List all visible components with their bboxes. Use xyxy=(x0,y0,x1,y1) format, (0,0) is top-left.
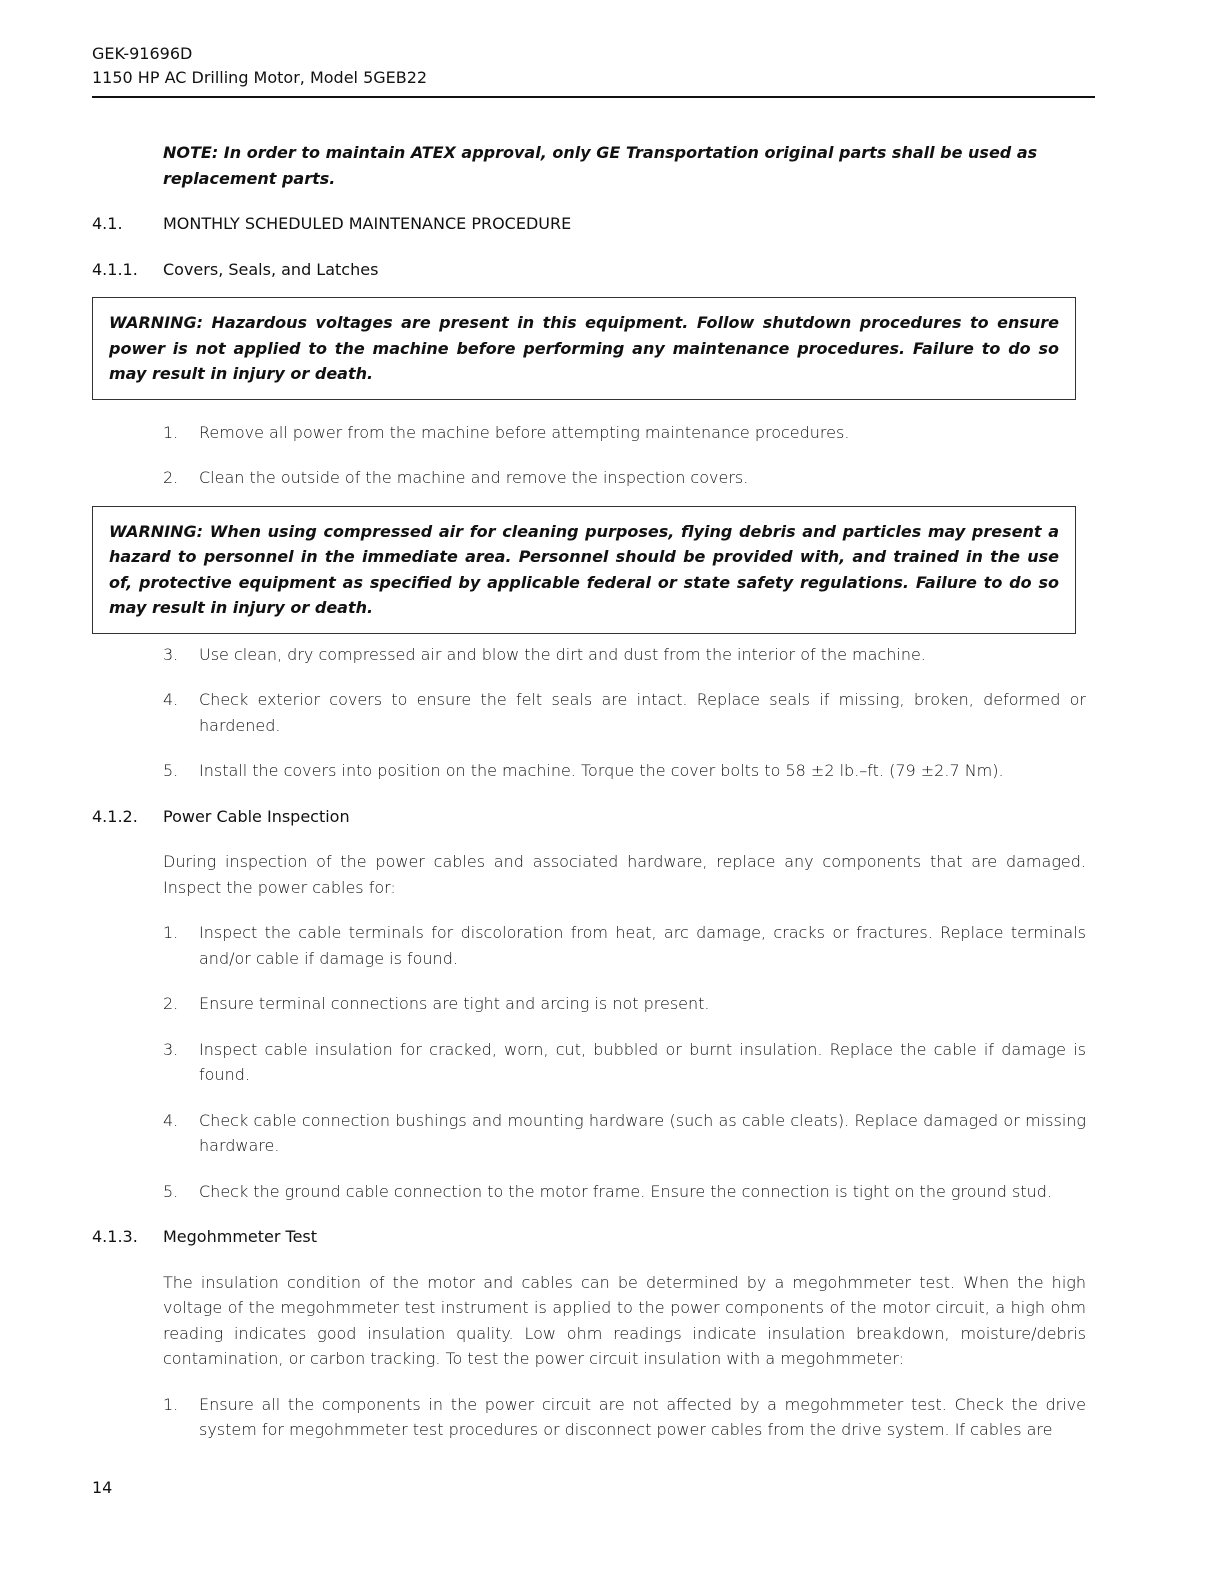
list-item xyxy=(163,687,1086,738)
item-text: Use clean, dry compressed air and blow the dirt and dust from the interior of the machine. xyxy=(199,644,926,664)
list-item xyxy=(163,758,1086,784)
item-text: Install the covers into position on the machine. Torque the cover bolts to 58 ±2 lb.–ft. (79 ±2.7 Nm). xyxy=(199,761,1004,780)
subsection-heading xyxy=(92,1224,1086,1250)
paragraph: During inspection of the power cables and associated hardware, replace any components that are damaged. Inspect the power cables for: xyxy=(163,852,1086,897)
doc-id: GEK-91696D xyxy=(92,44,193,63)
item-number: 1. xyxy=(163,923,179,942)
item-text: Inspect the cable terminals for discoloration from heat, arc damage, cracks or fractures. Replace terminals and/or cable if damage is found. xyxy=(199,923,1086,968)
list-item xyxy=(163,1037,1086,1088)
item-text: Check cable connection bushings and mounting hardware (such as cable cleats). Replace damaged or missing hardware. xyxy=(199,1110,1086,1155)
item-number: 3. xyxy=(163,644,179,664)
list-item xyxy=(163,920,1086,971)
list-item xyxy=(163,1108,1086,1159)
page-number: 14 xyxy=(92,1478,113,1497)
page-body xyxy=(92,140,1086,1443)
list-item xyxy=(163,642,1086,668)
item-text: Clean the outside of the machine and remove the inspection covers. xyxy=(199,468,749,487)
item-number: 4. xyxy=(163,690,179,709)
item-number: 2. xyxy=(163,468,179,487)
list-item xyxy=(163,420,1086,446)
warning-box: WARNING: Hazardous voltages are present in this equipment. Follow shutdown procedures to ensure power is not applied to the machine before performing any maintenance procedures. Failure to do so may result in injury or death. xyxy=(92,297,1076,400)
subsection-title: Covers, Seals, and Latches xyxy=(163,259,379,279)
item-number: 1. xyxy=(163,422,179,442)
item-text: Remove all power from the machine before attempting maintenance procedures. xyxy=(199,422,850,442)
list-item xyxy=(163,1179,1086,1205)
item-text: Inspect cable insulation for cracked, worn, cut, bubbled or burnt insulation. Replace the cable if damage is found. xyxy=(199,1039,1086,1084)
item-text: Ensure terminal connections are tight and arcing is not present. xyxy=(199,994,710,1013)
item-number: 1. xyxy=(163,1394,179,1414)
warning-box: WARNING: When using compressed air for cleaning purposes, flying debris and particles may present a hazard to personnel in the immediate area. Personnel should be provided with, and trained in the use of, protective equipment as specified by applicable federal or state safety regulations. Failure to do so may result in injury or death. xyxy=(92,506,1076,634)
list-item xyxy=(163,1392,1086,1443)
list-item xyxy=(163,465,1086,491)
doc-title: 1150 HP AC Drilling Motor, Model 5GEB22 xyxy=(92,68,428,87)
atex-note: NOTE: In order to maintain ATEX approval, only GE Transportation original parts shall be used as replacement parts. xyxy=(163,143,1038,188)
section-heading xyxy=(92,211,1086,237)
item-number: 5. xyxy=(163,761,179,780)
subsection-title: Megohmmeter Test xyxy=(163,1227,318,1246)
list-item xyxy=(163,991,1086,1017)
item-number: 4. xyxy=(163,1110,179,1130)
subsection-number: 4.1.3. xyxy=(92,1227,138,1246)
subsection-number: 4.1.2. xyxy=(92,806,138,826)
paragraph: The insulation condition of the motor and cables can be determined by a megohmmeter test. When the high voltage of the megohmmeter test instrument is applied to the power components of the motor circuit, a high ohm reading indicates good insulation quality. Low ohm readings indicate insulation breakdown, moisture/debris contamination, or carbon tracking. To test the power circuit insulation with a megohmmeter: xyxy=(163,1272,1086,1368)
item-text: Check the ground cable connection to the motor frame. Ensure the connection is tight on the ground stud. xyxy=(199,1181,1053,1201)
subsection-heading xyxy=(92,804,1086,830)
subsection-title: Power Cable Inspection xyxy=(163,806,350,826)
item-text: Check exterior covers to ensure the felt seals are intact. Replace seals if missing, broken, deformed or hardened. xyxy=(199,690,1086,735)
subsection-heading xyxy=(92,257,1086,283)
page-header xyxy=(92,42,1095,98)
section-title: MONTHLY SCHEDULED MAINTENANCE PROCEDURE xyxy=(163,214,572,233)
subsection-number: 4.1.1. xyxy=(92,259,138,279)
section-number: 4.1. xyxy=(92,214,123,233)
item-number: 5. xyxy=(163,1181,179,1201)
item-number: 2. xyxy=(163,994,179,1013)
item-number: 3. xyxy=(163,1039,179,1059)
item-text: Ensure all the components in the power circuit are not affected by a megohmmeter test. Check the drive system for megohmmeter test procedures or disconnect power cables from the drive system. If cables are xyxy=(199,1394,1086,1439)
